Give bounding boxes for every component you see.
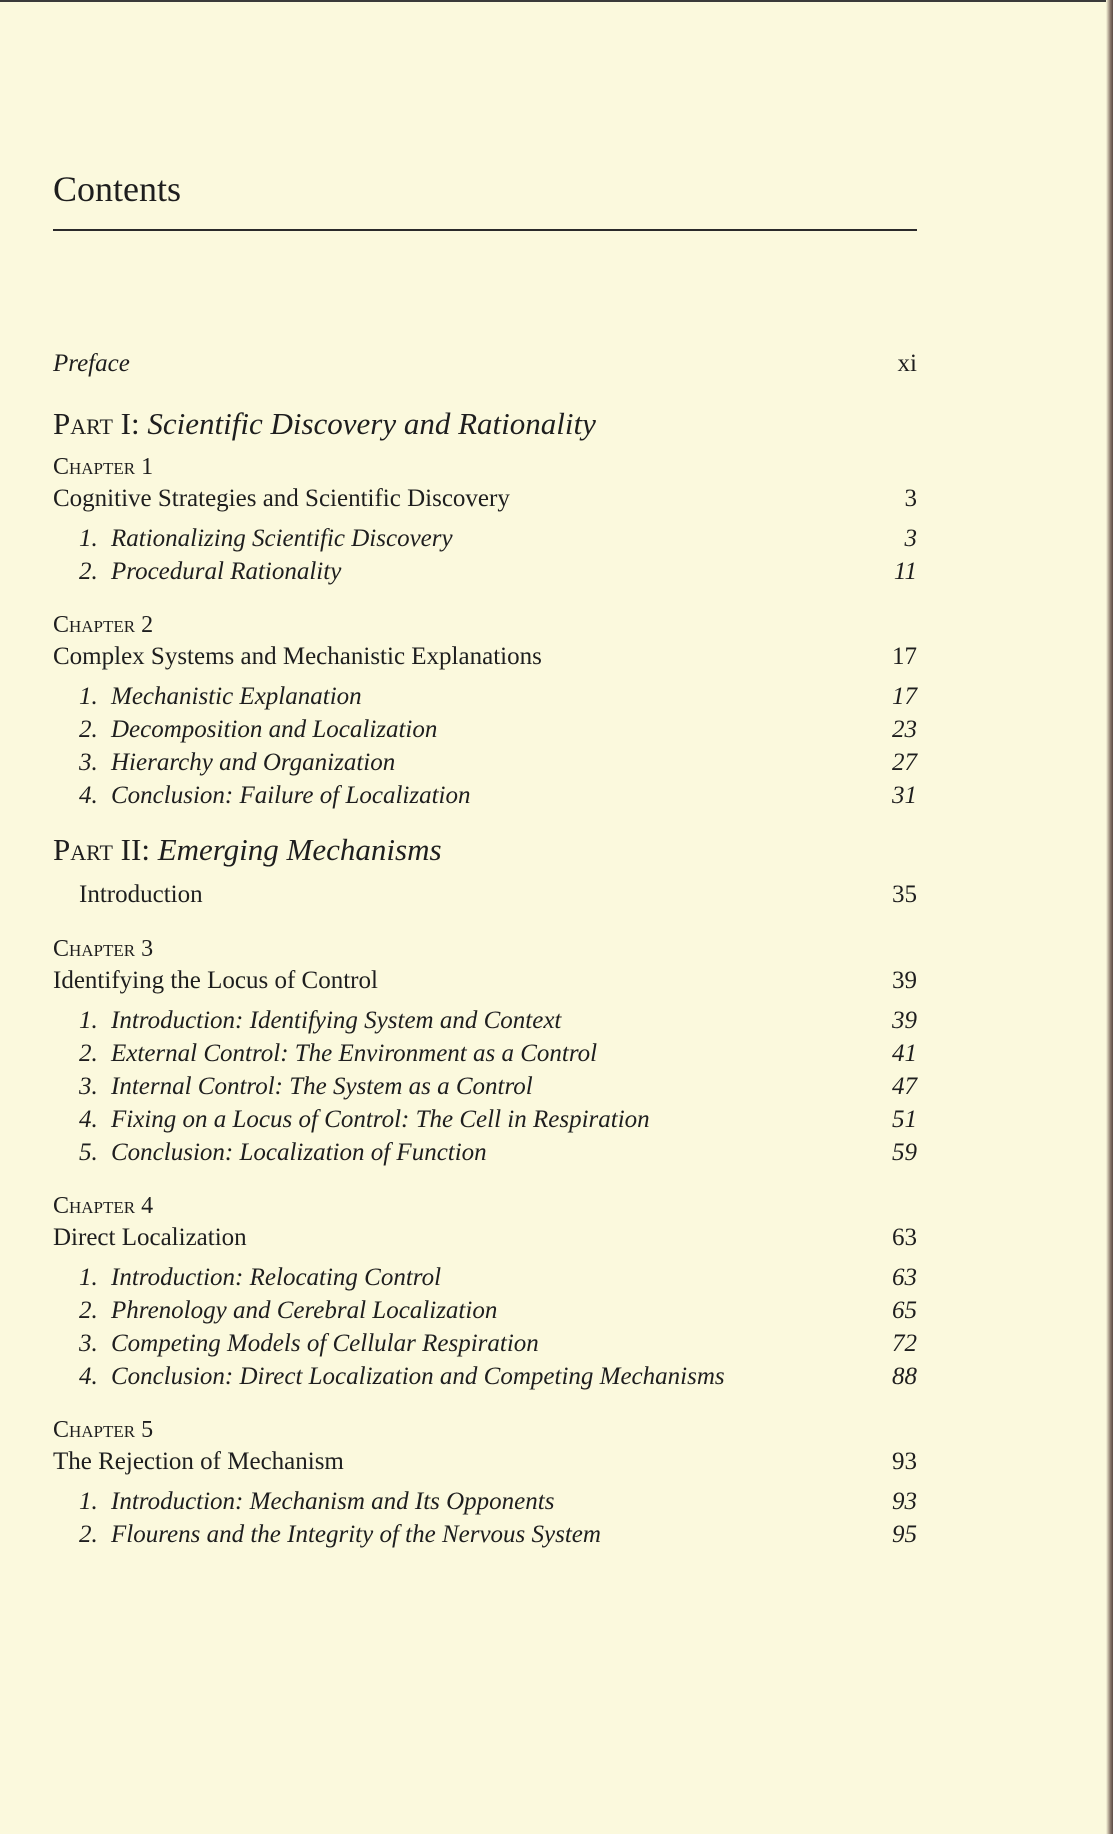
part-label: Part I: [53,406,140,441]
chapter-entry [53,1445,917,1479]
section-entry [53,1037,917,1070]
chapter-entry [53,482,917,516]
parts-list [53,406,917,1551]
section-text [79,1261,441,1294]
section-number: 2. [79,558,98,585]
section-number: 2. [79,1521,98,1548]
section-title: Procedural Rationality [111,558,342,585]
chapter-title: Cognitive Strategies and Scientific Discovery [53,485,510,512]
chapter-label: Chapter 5 [53,1417,154,1443]
title-rule [53,229,917,231]
chapter-page: 39 [892,967,917,994]
section-number: 1. [79,1488,98,1515]
section-number: 3. [79,1073,98,1100]
section-text [79,713,437,746]
section-number: 4. [79,782,98,809]
part-introduction-entry [53,878,917,912]
preface-title: Preface [53,350,130,377]
part-heading [53,832,917,868]
section-text [79,555,341,588]
section-text [79,680,362,713]
section-number: 2. [79,1297,98,1324]
page-title: Contents [53,169,182,209]
section-number: 3. [79,749,98,776]
chapter-page: 93 [892,1448,917,1475]
section-title: Mechanistic Explanation [111,683,362,710]
preface-page: xi [897,350,917,377]
section-page: 3 [904,525,917,552]
section-entry [53,1294,917,1327]
section-page: 27 [892,749,917,776]
section-entry [53,1103,917,1136]
section-page: 51 [892,1106,917,1133]
section-number: 1. [79,1264,98,1291]
chapter-label: Chapter 4 [53,1193,154,1219]
chapter-page: 17 [892,643,917,670]
section-page: 65 [892,1297,917,1324]
section-entry [53,746,917,779]
section-number: 1. [79,1007,98,1034]
section-text [79,1004,561,1037]
section-title: Rationalizing Scientific Discovery [111,525,453,552]
section-text [79,1103,650,1136]
section-title: Internal Control: The System as a Control [111,1073,533,1100]
section-page: 39 [892,1007,917,1034]
section-text [79,746,395,779]
section-entry [53,1261,917,1294]
section-title: Conclusion: Localization of Function [111,1139,487,1166]
section-text [79,1070,533,1103]
section-entry [53,1327,917,1360]
introduction-title: Introduction [79,881,203,908]
section-text [79,1294,497,1327]
chapter-page: 63 [892,1224,917,1251]
page-top-edge [0,0,1113,2]
section-title: Conclusion: Direct Localization and Competing Mechanisms [111,1363,725,1390]
section-page: 93 [892,1488,917,1515]
section-title: External Control: The Environment as a Control [111,1040,598,1067]
section-title: Flourens and the Integrity of the Nervous System [111,1521,601,1548]
section-number: 2. [79,716,98,743]
section-page: 17 [892,683,917,710]
section-page: 47 [892,1073,917,1100]
section-title: Phrenology and Cerebral Localization [111,1297,498,1324]
section-entry [53,1136,917,1169]
chapter-title: Complex Systems and Mechanistic Explanations [53,643,542,670]
section-entry [53,1004,917,1037]
part-title: Emerging Mechanisms [157,832,442,867]
section-page: 41 [892,1040,917,1067]
section-number: 1. [79,525,98,552]
introduction-page: 35 [892,881,917,908]
chapter-entry [53,640,917,674]
section-text [79,779,471,812]
section-entry [53,1070,917,1103]
section-entry [53,713,917,746]
section-text [79,1136,487,1169]
section-page: 88 [892,1363,917,1390]
section-text [79,1037,597,1070]
section-title: Fixing on a Locus of Control: The Cell in Respiration [111,1106,650,1133]
section-page: 63 [892,1264,917,1291]
section-entry [53,1360,917,1393]
section-page: 95 [892,1521,917,1548]
table-of-contents [53,350,917,1551]
page-right-edge [1106,0,1113,1834]
part-label: Part II: [53,832,150,867]
section-title: Introduction: Mechanism and Its Opponents [111,1488,555,1515]
section-entry [53,522,917,555]
section-number: 3. [79,1330,98,1357]
section-entry [53,1485,917,1518]
section-number: 2. [79,1040,98,1067]
section-title: Decomposition and Localization [111,716,438,743]
chapter-label: Chapter 1 [53,454,154,480]
section-text [79,1360,725,1393]
section-title: Introduction: Identifying System and Context [111,1007,562,1034]
section-title: Competing Models of Cellular Respiration [111,1330,539,1357]
section-text [79,522,453,555]
section-text [79,1518,601,1551]
section-number: 4. [79,1106,98,1133]
section-page: 23 [892,716,917,743]
section-number: 5. [79,1139,98,1166]
section-number: 4. [79,1363,98,1390]
preface-entry [53,350,917,378]
chapter-label: Chapter 3 [53,936,154,962]
chapter-label: Chapter 2 [53,612,154,638]
section-title: Conclusion: Failure of Localization [111,782,471,809]
chapter-title: Identifying the Locus of Control [53,967,378,994]
part-title: Scientific Discovery and Rationality [147,406,596,441]
chapter-page: 3 [904,485,917,512]
section-entry [53,555,917,588]
chapter-entry [53,964,917,998]
section-entry [53,779,917,812]
section-number: 1. [79,683,98,710]
section-page: 59 [892,1139,917,1166]
section-title: Introduction: Relocating Control [111,1264,442,1291]
section-page: 72 [892,1330,917,1357]
section-page: 31 [892,782,917,809]
section-entry [53,680,917,713]
chapter-entry [53,1221,917,1255]
section-text [79,1485,554,1518]
chapter-title: The Rejection of Mechanism [53,1448,344,1475]
section-text [79,1327,539,1360]
section-page: 11 [893,558,917,585]
section-entry [53,1518,917,1551]
part-heading [53,406,917,442]
section-title: Hierarchy and Organization [111,749,396,776]
chapter-title: Direct Localization [53,1224,247,1251]
